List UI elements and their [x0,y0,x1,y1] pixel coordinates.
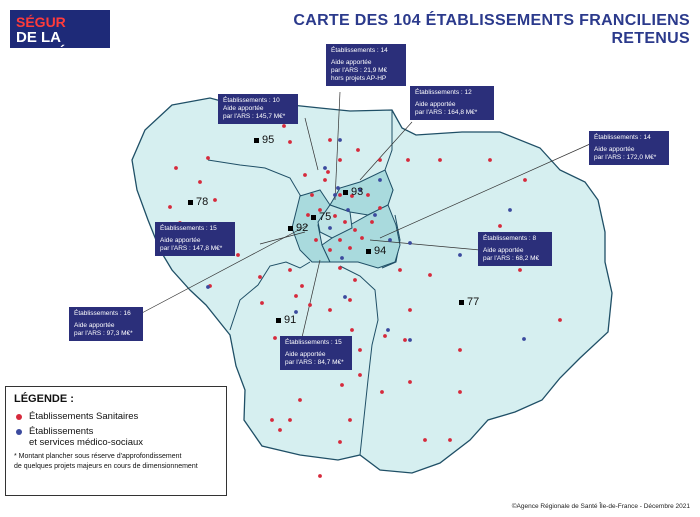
sanitaire-marker [348,418,352,422]
sanitaire-marker [408,380,412,384]
sanitaire-marker [206,156,210,160]
sanitaire-marker [488,158,492,162]
callout-78: Établissements : 16 Aide apportée par l'ARS : 97,3 M€* [69,307,143,341]
sanitaire-marker [168,205,172,209]
red-dot-icon [16,414,22,420]
sanitaire-marker [370,220,374,224]
sanitaire-marker [306,213,310,217]
sanitaire-marker [198,180,202,184]
sanitaire-marker [360,236,364,240]
sanitaire-marker [294,294,298,298]
sanitaire-marker [288,268,292,272]
sanitaire-marker [258,275,262,279]
sanitaire-marker [308,303,312,307]
callout-95: Établissements : 10 Aide apportée par l'ARS : 145,7 M€* [218,94,298,124]
sanitaire-marker [366,193,370,197]
sanitaire-marker [408,308,412,312]
sanitaire-marker [338,266,342,270]
callout-75: Établissements : 14 Aide apportée par l'ARS : 21,9 M€ hors projets AP-HP [326,44,406,86]
sanitaire-marker [338,238,342,242]
sanitaire-marker [340,383,344,387]
dept-label-77: 77 [459,296,479,308]
sanitaire-marker [338,440,342,444]
sanitaire-marker [338,158,342,162]
map-legend [5,386,227,496]
medico-social-marker [386,328,390,332]
logo-line1: SÉGUR [16,14,66,30]
sanitaire-marker [213,198,217,202]
sanitaire-marker [348,298,352,302]
sanitaire-marker [310,193,314,197]
sanitaire-marker [406,158,410,162]
sanitaire-marker [278,428,282,432]
sanitaire-marker [288,418,292,422]
sanitaire-marker [273,336,277,340]
medico-social-marker [373,213,377,217]
sanitaire-marker [260,301,264,305]
sanitaire-marker [398,268,402,272]
sanitaire-marker [403,338,407,342]
sanitaire-marker [353,228,357,232]
sanitaire-marker [333,214,337,218]
blue-dot-icon [16,429,22,435]
medico-social-marker [343,295,347,299]
dept-label-94: 94 [366,245,386,257]
sanitaire-marker [303,173,307,177]
legend-title: LÉGENDE : [14,393,74,405]
medico-social-marker [340,256,344,260]
sanitaire-marker [518,268,522,272]
sanitaire-marker [356,148,360,152]
medico-social-marker [378,178,382,182]
medico-social-marker [388,238,392,242]
sanitaire-marker [348,246,352,250]
callout-77: Établissements : 8 Aide apportée par l'ARS : 68,2 M€ [478,232,552,266]
sanitaire-marker [288,140,292,144]
medico-social-marker [508,208,512,212]
sanitaire-marker [318,474,322,478]
medico-social-marker [408,241,412,245]
sanitaire-marker [428,273,432,277]
dept-label-75: 75 [311,211,331,223]
sanitaire-marker [358,348,362,352]
legend-item-sanitaires: Établissements Sanitaires [14,411,218,422]
legend-item-medico-sociaux: Établissements et services médico-sociaux [14,426,218,448]
sanitaire-marker [298,398,302,402]
callout-91: Établissements : 15 Aide apportée par l'ARS : 84,7 M€* [280,336,352,370]
sanitaire-marker [174,166,178,170]
medico-social-marker [336,186,340,190]
sanitaire-marker [343,220,347,224]
sanitaire-marker [328,308,332,312]
dept-label-93: 93 [343,186,363,198]
sanitaire-marker [314,238,318,242]
medico-social-marker [408,338,412,342]
sanitaire-marker [328,248,332,252]
copyright-credit: ©Agence Régionale de Santé Île-de-France - Décembre 2021 [511,503,690,510]
sanitaire-marker [270,418,274,422]
sanitaire-marker [300,284,304,288]
sanitaire-marker [558,318,562,322]
callout-93: Établissements : 12 Aide apportée par l'ARS : 164,8 M€* [410,86,494,120]
sanitaire-marker [523,178,527,182]
medico-social-marker [333,193,337,197]
logo-line2: DE LA SANTÉ [16,29,67,62]
sanitaire-marker [358,373,362,377]
medico-social-marker [323,166,327,170]
medico-social-marker [346,208,350,212]
medico-social-marker [522,337,526,341]
map-title: CARTE DES 104 ÉTABLISSEMENTS FRANCILIENS RETENUS [293,12,690,47]
sanitaire-marker [458,390,462,394]
sanitaire-marker [383,334,387,338]
sanitaire-marker [380,390,384,394]
sanitaire-marker [353,278,357,282]
medico-social-marker [458,253,462,257]
legend-note: * Montant plancher sous réserve d'approfondissement de quelques projets majeurs en cours de dimensionnement [14,453,198,470]
sanitaire-marker [458,348,462,352]
dept-label-78: 78 [188,196,208,208]
sanitaire-marker [326,170,330,174]
medico-social-marker [206,285,210,289]
medico-social-marker [338,138,342,142]
dept-label-92: 92 [288,222,308,234]
sanitaire-marker [236,253,240,257]
sanitaire-marker [423,438,427,442]
sanitaire-marker [323,178,327,182]
medico-social-marker [328,226,332,230]
sanitaire-marker [438,158,442,162]
sanitaire-marker [448,438,452,442]
sanitaire-marker [328,138,332,142]
sanitaire-marker [282,124,286,128]
sanitaire-marker [378,206,382,210]
callout-94: Établissements : 14 Aide apportée par l'ARS : 172,0 M€* [589,131,669,165]
dept-label-91: 91 [276,314,296,326]
sanitaire-marker [338,193,342,197]
sanitaire-marker [378,158,382,162]
sanitaire-marker [350,328,354,332]
dept-label-95: 95 [254,134,274,146]
sanitaire-marker [498,224,502,228]
callout-92: Établissements : 15 Aide apportée par l'ARS : 147,8 M€* [155,222,235,256]
